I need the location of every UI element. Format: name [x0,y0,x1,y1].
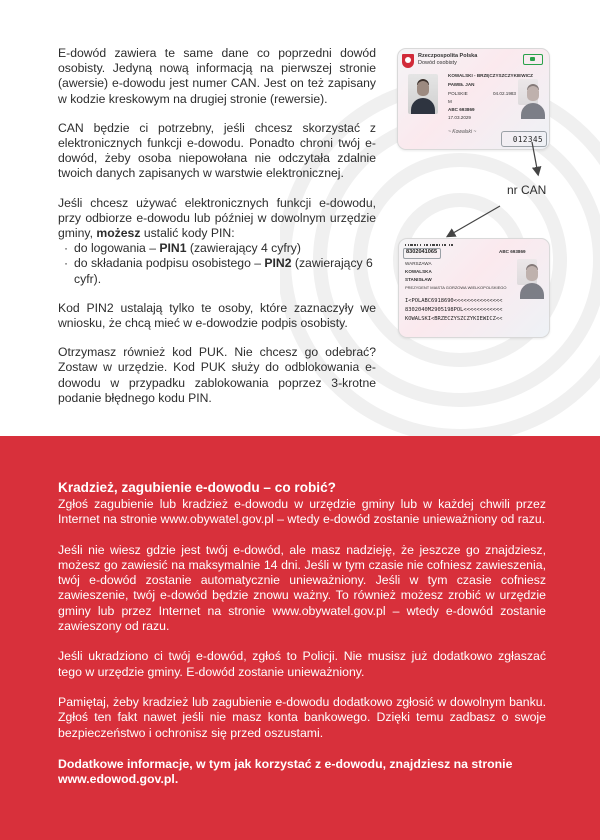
pin2-label: PIN2 [264,256,292,271]
card-signature: ~ Kowalski ~ [448,129,477,135]
contactless-chip-icon [523,54,543,65]
mrz-line-3: KOWALSKI<BRZECZYSZCZYKIEWICZ<< [405,316,503,322]
id-card-back-image [398,238,550,338]
can-number-label: nr CAN [507,183,547,197]
paragraph-puk: Otrzymasz również kod PUK. Nie chcesz go odebrać? Zostaw w urzędzie. Kod PUK służy do odblokowania e-dowodu w przypadku zablokowania poprzez 3-krotne podanie błędnego kodu PIN. [58,345,376,405]
mrz-line-1: I<POLABC6918690<<<<<<<<<<<<<<< [405,298,503,304]
card-back-father: STANISŁAW [405,277,432,282]
card-nationality: POLSKIE [448,91,468,96]
card-back-ghost-photo [517,259,537,285]
card-can-number: 012345 [512,135,543,144]
paragraph-suspend: Jeśli nie wiesz gdzie jest twój e-dowód, ale masz nadzieję, że jeszcze go znajdziesz, możesz go zawiesić na maksymalnie 14 dni. Jeśli w tym czasie nie cofniesz zawieszenia, twój e-dowód zostanie automatycznie unieważniony. Jeśli w tym czasie cofniesz zawieszenie, twój e-dowód będzie znowu ważny. To również możesz zrobić w urzędzie gminy lub przez Internet na stronie www.obywatel.gov.pl – wtedy e-dowód zostanie zawieszony od razu. [58,542,546,634]
paragraph-theft-police: Jeśli ukradziono ci twój e-dowód, zgłoś to Policji. Nie musisz już dodatkowo zgłaszać tego w urzędzie gminy. E-dowód zostanie unieważniony. [58,649,546,679]
pin1-label: PIN1 [159,241,187,256]
card-doc-number: ABC 693869 [448,107,475,112]
paragraph-can-intro: E-dowód zawiera te same dane co poprzedni dowód osobisty. Jedyną nową informacją na pierwszej stronie (awersie) e-dowodu jest numer CAN. Jest on też zapisany w kodzie kreskowym na drugiej stronie (rewersie). [58,46,376,106]
card-dob: 04.02.1983 [493,91,516,96]
polish-eagle-emblem-icon [402,54,414,68]
card-doc-type: Dowód osobisty [418,60,457,66]
info-text-column [58,46,376,420]
card-expiry: 17.03.2029 [448,115,471,120]
lost-id-section [0,436,600,840]
card-back-doc-number: ABC 693869 [499,249,526,254]
card-back-issuer: PREZYDENT MIASTA GORZOWA WIELKOPOLSKIEGO [405,285,507,290]
pin2-text: do składania podpisu osobistego – [74,256,262,271]
card-mrz-zone [405,297,502,324]
pin-list-item-pin1 [64,241,376,256]
pin-setup-text: Jeśli chcesz używać elektronicznych funkcji e-dowodu, przy odbiorze e-dowodu lub później w dowolnym urzędzie gminy, [58,195,376,241]
card-ghost-photo [518,79,538,105]
card-given-name: PAWEŁ JAN [448,82,475,87]
pin1-text: do logowania – [74,241,156,256]
pin-list-item-pin2 [64,256,376,286]
paragraph-report-loss: Zgłoś zagubienie lub kradzież e-dowodu w urzędzie gminy lub w każdej chwili przez Internet na stronie www.obywatel.gov.pl – wtedy e-dowód zostanie unieważniony od razu. [58,497,546,527]
pin-setup-emphasis: możesz [96,226,141,241]
card-country: Rzeczpospolita Polska [418,53,478,59]
id-card-front-image [397,48,550,150]
card-holder-photo [408,74,438,114]
card-back-city: WARSZAWA [405,261,432,266]
paragraph-can-purpose: CAN będzie ci potrzebny, jeśli chcesz skorzystać z elektronicznych funkcji e-dowodu. Ponadto chroni twój e-dowód, żeby osoba niepowołana nie odczytała zdalnie twoich danych zapisanych w warstwie elektronicznej. [58,120,376,181]
paragraph-bank: Pamiętaj, żeby kradzież lub zagubienie e-dowodu dodatkowo zgłosić w dowolnym banku. Zgłoś ten fakt nawet jeśli nie masz konta bankowego. Dzięki temu zadbasz o swoje bezpieczeństwo i ochronisz się przed oszustami. [58,694,546,740]
lost-id-text-column [58,479,546,802]
lost-id-heading: Kradzież, zagubienie e-dowodu – co robić? [58,480,336,495]
card-surname: KOWALSKI - BRZĘCZYSZCZYKIEWICZ [448,73,533,78]
paragraph-pin-setup [58,196,376,242]
card-sex: M [448,99,452,104]
pin1-detail: (zawierający 4 cyfry) [189,241,301,256]
paragraph-more-info: Dodatkowe informacje, w tym jak korzystać z e-dowodu, znajdziesz na stronie www.edowod.gov.pl. [58,756,513,787]
barcode-icon [405,244,469,246]
pin-setup-text-end: ustalić kody PIN: [143,226,235,241]
paragraph-pin2: Kod PIN2 ustalają tylko te osoby, które zaznaczyły we wniosku, że chcą mieć w e-dowodzie podpis osobisty. [58,300,376,331]
mrz-line-2: 8302040M2905198POL<<<<<<<<<<<< [405,307,503,313]
card-back-can-number: 8302041065 [406,249,438,255]
pin2-detail: (zawierający 6 cyfr). [74,256,373,286]
card-back-mother: KOWALSKA [405,269,432,274]
pin-list [58,241,376,287]
